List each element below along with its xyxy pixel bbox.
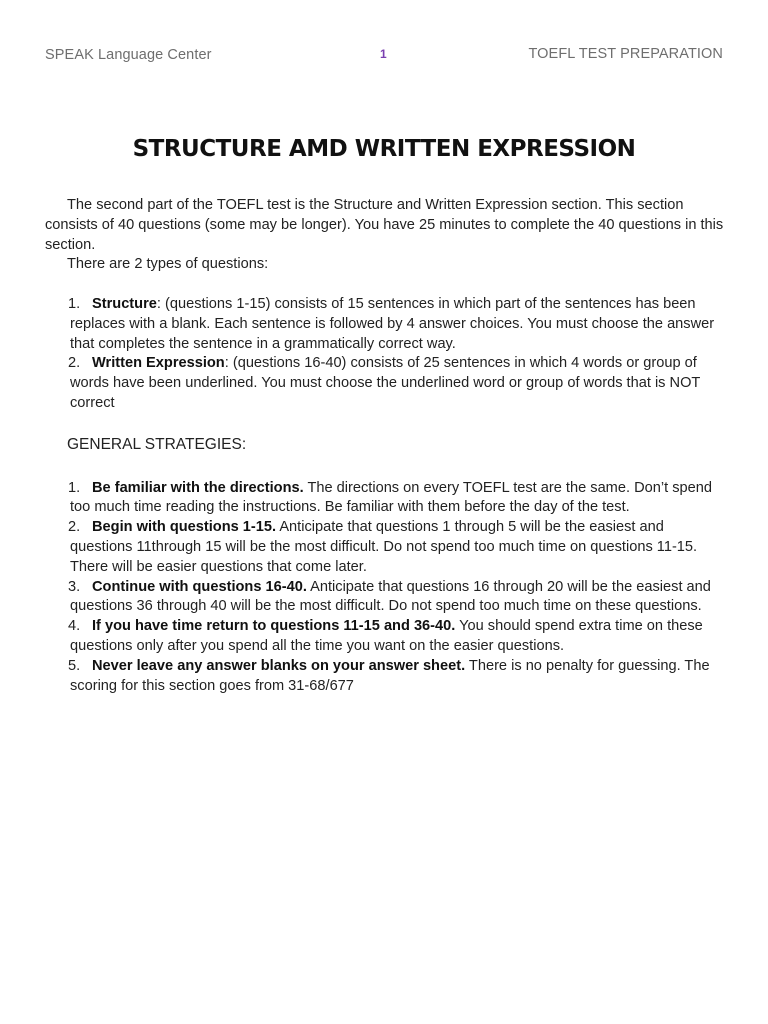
intro-paragraph: The second part of the TOEFL test is the Structure and Written Expression section. This section consists of 40 questions (some may be longer). You have 25 minutes to complete the 40 questions in this section. [45, 197, 724, 253]
list-item-text: There is no penalty for guessing. The scoring for this section goes from 31-68/677 [70, 657, 710, 694]
strategies-list [45, 479, 725, 697]
list-number: 3. [68, 578, 81, 595]
list-item-text: The directions on every TOEFL test are the same. Don’t spend too much time reading the instructions. Be familiar with them before the day of the test. [70, 479, 712, 516]
list-item-bold: Be familiar with the directions. [92, 479, 304, 496]
page-title: STRUCTURE AMD WRITTEN EXPRESSION [132, 136, 636, 162]
list-number: 5. [68, 657, 81, 674]
list-item [70, 295, 725, 354]
list-item-text: : (questions 1-15) consists of 15 sentences in which part of the sentences has been replaces with a blank. Each sentence is followed by 4 answer choices. You must choose the answer that completes the sentence in a grammatically correct way. [70, 295, 715, 352]
list-item-bold: Never leave any answer blanks on your answer sheet. [92, 657, 466, 674]
list-item-text: You should spend extra time on these questions only after you spend all the time you want on the easier questions. [70, 618, 703, 654]
list-item [70, 518, 725, 577]
list-item-bold: If you have time return to questions 11-15 and 36-40. [92, 618, 456, 635]
types-line: There are 2 types of questions: [67, 256, 269, 273]
list-number: 4. [68, 618, 81, 635]
list-item-text: Anticipate that questions 1 through 5 will be the easiest and questions 11through 15 will be the most difficult. Do not spend too much time on questions 11-15. There will be easier questions that come later. [70, 519, 698, 575]
strategies-heading: GENERAL STRATEGIES: [67, 435, 247, 453]
list-item-bold: Continue with questions 16-40. [92, 578, 307, 595]
list-number: 1. [68, 295, 81, 312]
list-item [70, 479, 725, 519]
list-number: 2. [68, 519, 81, 536]
header-right: TOEFL TEST PREPARATION [528, 46, 723, 62]
list-item [70, 578, 725, 618]
list-item [70, 657, 725, 697]
document-body [45, 196, 725, 696]
list-item [70, 354, 725, 413]
list-number: 2. [68, 355, 81, 372]
list-item-bold: Written Expression [92, 355, 225, 372]
list-item [70, 617, 725, 657]
question-types-list [45, 295, 725, 414]
page-number: 1 [380, 47, 387, 61]
list-number: 1. [68, 479, 81, 496]
header-left: SPEAK Language Center [45, 47, 212, 63]
list-item-text: Anticipate that questions 16 through 20 will be the easiest and questions 36 through 40 will be the most difficult. Do not spend too much time on these questions. [70, 578, 711, 615]
list-item-bold: Begin with questions 1-15. [92, 519, 277, 536]
list-item-text: : (questions 16-40) consists of 25 sentences in which 4 words or group of words have been underlined. You must choose the underlined word or group of words that is NOT correct [70, 355, 701, 411]
list-item-bold: Structure [92, 295, 157, 312]
